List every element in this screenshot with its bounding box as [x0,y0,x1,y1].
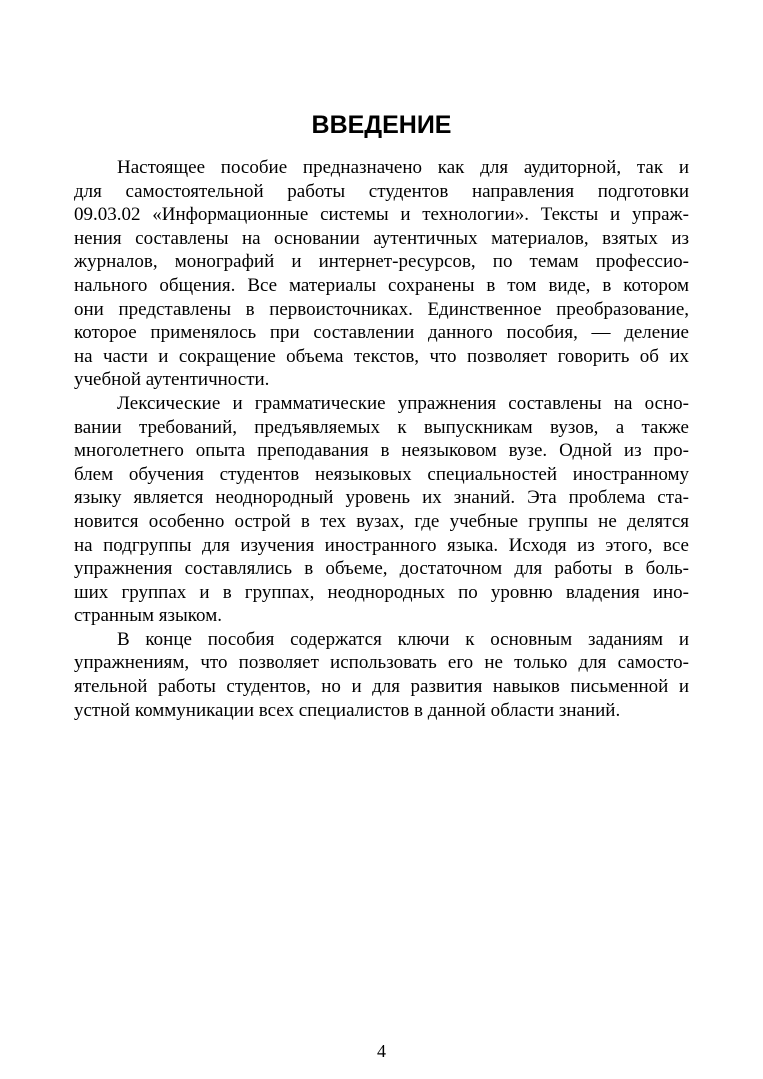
text-line: новится особенно острой в тех вузах, где учебные группы не делятся [74,510,689,532]
text-line: они представлены в первоисточниках. Единственное преобразование, [74,298,689,320]
page-title: ВВЕДЕНИЕ [311,111,452,139]
text-line: на подгруппы для изучения иностранного языка. Исходя из этого, все [74,534,689,556]
text-line: вании требований, предъявляемых к выпускникам вузов, а также [74,416,689,438]
text-line: нения составлены на основании аутентичных материалов, взятых из [74,227,689,249]
text-line: устной коммуникации всех специалистов в данной области знаний. [74,699,621,721]
text-line: Настоящее пособие предназначено как для аудиторной, так и [117,157,689,178]
text-line: Лексические и грамматические упражнения составлены на осно- [117,392,689,414]
text-line: 09.03.02 «Информационные системы и технологии». Тексты и упраж- [74,204,689,226]
text-line: ятельной работы студентов, но и для развития навыков письменной и [74,676,689,698]
paragraph-1 [74,156,689,392]
text-line: языку является неоднородный уровень их знаний. Эта проблема ста- [74,487,689,509]
text-line: блем обучения студентов неязыковых специальностей иностранному [74,463,689,485]
paragraph-2 [74,392,689,628]
text-line: многолетнего опыта преподавания в неязыковом вузе. Одной из про- [74,440,689,462]
text-line: на части и сокращение объема текстов, что позволяет говорить об их [74,345,689,367]
page-number: 4 [377,1041,386,1061]
text-line: журналов, монографий и интернет-ресурсов, по темам профессио- [74,251,689,273]
text-line: которое применялось при составлении данного пособия, — деление [74,322,689,344]
text-line: нального общения. Все материалы сохранены в том виде, в котором [74,274,689,296]
text-line: упражнения составлялись в объеме, достаточном для работы в боль- [74,558,689,580]
paragraph-3 [74,628,689,722]
text-line: учебной аутентичности. [74,369,270,391]
text-line: упражнениям, что позволяет использовать его не только для самосто- [74,652,689,674]
text-line: ших группах и в группах, неоднородных по уровню владения ино- [74,581,689,603]
text-line: странным языком. [74,605,222,627]
body-text [74,156,689,722]
text-line: В конце пособия содержатся ключи к основным заданиям и [117,628,689,650]
text-line: для самостоятельной работы студентов направления подготовки [74,180,689,202]
